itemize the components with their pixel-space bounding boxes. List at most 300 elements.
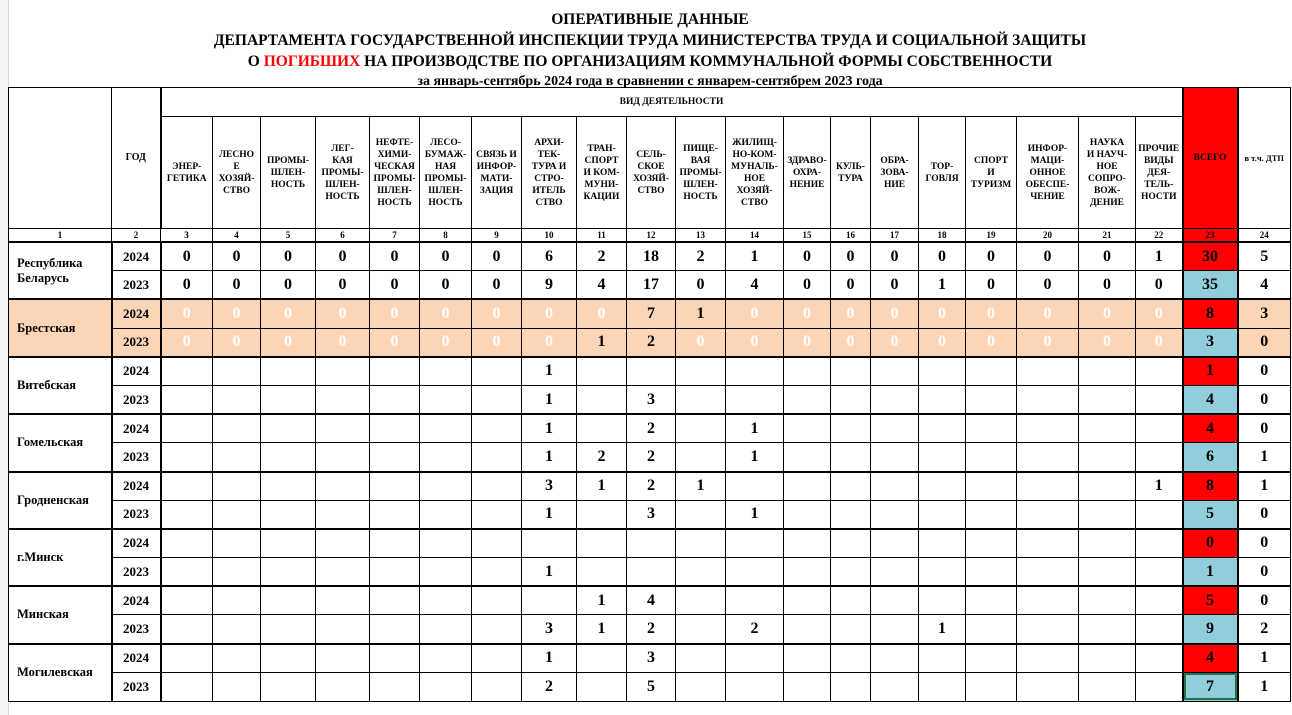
header-activity-col[interactable]: КУЛЬ- ТУРА [831,117,871,229]
data-cell[interactable] [472,500,522,529]
header-activity-col[interactable]: СВЯЗЬ И ИНФОР- МАТИ- ЗАЦИЯ [472,117,522,229]
data-cell[interactable]: 3 [522,615,577,644]
data-cell[interactable]: 0 [370,328,420,357]
data-cell[interactable]: 0 [871,271,919,300]
year-cell[interactable]: 2024 [112,357,161,386]
data-cell[interactable] [831,644,871,673]
column-number[interactable]: 13 [676,229,726,243]
data-cell[interactable] [919,586,966,615]
data-cell[interactable] [627,558,676,587]
data-cell[interactable] [871,414,919,443]
data-cell[interactable] [370,357,420,386]
data-cell[interactable] [261,385,316,414]
data-cell[interactable]: 0 [831,242,871,271]
data-cell[interactable] [577,357,627,386]
data-cell[interactable] [370,529,420,558]
data-cell[interactable] [1079,414,1136,443]
data-cell[interactable]: 0 [316,328,370,357]
data-cell[interactable] [577,644,627,673]
data-cell[interactable]: 1 [1136,472,1183,501]
year-cell[interactable]: 2024 [112,644,161,673]
data-cell[interactable] [919,472,966,501]
data-cell[interactable] [316,615,370,644]
data-cell[interactable]: 0 [1017,299,1079,328]
data-cell[interactable] [784,357,831,386]
data-cell[interactable]: 0 [784,271,831,300]
data-cell[interactable] [213,644,261,673]
data-cell[interactable] [472,472,522,501]
column-number[interactable]: 11 [577,229,627,243]
data-cell[interactable]: 1 [726,443,784,472]
dtp-cell[interactable]: 1 [1238,472,1291,501]
data-cell[interactable]: 0 [1079,328,1136,357]
header-activity-col[interactable]: ЭНЕР- ГЕТИКА [161,117,213,229]
data-cell[interactable] [1136,414,1183,443]
data-cell[interactable]: 0 [472,328,522,357]
data-cell[interactable] [261,672,316,701]
data-cell[interactable] [784,385,831,414]
data-cell[interactable] [1136,558,1183,587]
data-cell[interactable] [261,558,316,587]
data-cell[interactable] [1079,443,1136,472]
total-cell[interactable]: 1 [1183,357,1238,386]
region-name[interactable]: Витебская [9,357,112,414]
data-cell[interactable] [1079,644,1136,673]
data-cell[interactable]: 0 [784,299,831,328]
header-activity-col[interactable]: ПИЩЕ- ВАЯ ПРОМЫ- ШЛЕН- НОСТЬ [676,117,726,229]
header-activity-col[interactable]: ПРОЧИЕ ВИДЫ ДЕЯ- ТЕЛЬ- НОСТИ [1136,117,1183,229]
data-cell[interactable] [831,414,871,443]
data-cell[interactable] [316,472,370,501]
data-cell[interactable]: 9 [522,271,577,300]
data-cell[interactable] [1017,385,1079,414]
column-number[interactable]: 16 [831,229,871,243]
total-cell[interactable]: 7 [1183,672,1238,701]
data-cell[interactable] [161,443,213,472]
data-cell[interactable]: 0 [1017,242,1079,271]
data-cell[interactable] [1017,586,1079,615]
data-cell[interactable] [871,672,919,701]
data-cell[interactable]: 0 [831,299,871,328]
data-cell[interactable] [966,615,1017,644]
dtp-cell[interactable]: 4 [1238,271,1291,300]
data-cell[interactable] [831,615,871,644]
data-cell[interactable] [831,443,871,472]
data-cell[interactable] [1017,500,1079,529]
data-cell[interactable] [831,529,871,558]
data-cell[interactable] [472,586,522,615]
header-activity-col[interactable]: ТОР- ГОВЛЯ [919,117,966,229]
data-cell[interactable]: 0 [966,271,1017,300]
header-activity-col[interactable]: ЛЕСНО Е ХОЗЯЙ- СТВО [213,117,261,229]
data-cell[interactable]: 5 [627,672,676,701]
year-cell[interactable]: 2023 [112,385,161,414]
data-cell[interactable] [676,558,726,587]
data-cell[interactable]: 2 [726,615,784,644]
dtp-cell[interactable]: 1 [1238,443,1291,472]
data-cell[interactable] [161,672,213,701]
data-cell[interactable] [871,529,919,558]
data-cell[interactable] [261,357,316,386]
data-cell[interactable] [420,414,472,443]
data-cell[interactable] [831,672,871,701]
column-number[interactable]: 24 [1238,229,1291,243]
total-cell[interactable]: 9 [1183,615,1238,644]
data-cell[interactable] [261,414,316,443]
data-cell[interactable] [676,672,726,701]
total-cell[interactable]: 30 [1183,242,1238,271]
header-activity-col[interactable]: АРХИ- ТЕК- ТУРА И СТРО- ИТЕЛЬ СТВО [522,117,577,229]
total-cell[interactable]: 5 [1183,500,1238,529]
data-cell[interactable] [577,500,627,529]
data-cell[interactable] [161,586,213,615]
data-cell[interactable]: 1 [726,414,784,443]
data-cell[interactable] [831,500,871,529]
data-cell[interactable]: 0 [919,299,966,328]
data-cell[interactable] [316,672,370,701]
data-cell[interactable] [1079,529,1136,558]
data-cell[interactable] [420,672,472,701]
data-cell[interactable]: 0 [522,299,577,328]
column-number[interactable]: 2 [112,229,161,243]
data-cell[interactable] [1017,357,1079,386]
data-cell[interactable] [676,615,726,644]
data-cell[interactable] [919,414,966,443]
column-number[interactable]: 14 [726,229,784,243]
data-cell[interactable]: 0 [966,328,1017,357]
data-cell[interactable] [213,472,261,501]
data-cell[interactable] [919,385,966,414]
data-cell[interactable]: 4 [627,586,676,615]
total-cell[interactable]: 4 [1183,414,1238,443]
data-cell[interactable]: 0 [316,299,370,328]
data-cell[interactable]: 0 [1017,328,1079,357]
data-cell[interactable]: 0 [831,271,871,300]
data-cell[interactable] [420,357,472,386]
data-cell[interactable]: 0 [726,299,784,328]
data-cell[interactable] [261,472,316,501]
total-cell[interactable]: 0 [1183,529,1238,558]
data-cell[interactable] [1079,672,1136,701]
data-cell[interactable] [1017,615,1079,644]
data-cell[interactable] [472,414,522,443]
data-cell[interactable]: 1 [919,615,966,644]
data-cell[interactable] [784,586,831,615]
dtp-cell[interactable]: 3 [1238,299,1291,328]
header-total[interactable]: ВСЕГО [1183,88,1238,229]
data-cell[interactable] [1017,472,1079,501]
data-cell[interactable] [1017,414,1079,443]
total-cell[interactable]: 8 [1183,472,1238,501]
data-cell[interactable]: 0 [1079,271,1136,300]
data-cell[interactable] [213,615,261,644]
data-cell[interactable] [161,644,213,673]
data-cell[interactable] [261,500,316,529]
data-cell[interactable] [919,443,966,472]
data-cell[interactable] [316,357,370,386]
data-cell[interactable] [161,472,213,501]
data-cell[interactable]: 1 [577,615,627,644]
data-cell[interactable] [919,672,966,701]
data-cell[interactable] [522,529,577,558]
data-cell[interactable]: 0 [370,299,420,328]
region-name[interactable]: Гродненская [9,472,112,529]
data-cell[interactable] [1079,357,1136,386]
data-cell[interactable]: 2 [627,472,676,501]
column-number[interactable]: 9 [472,229,522,243]
data-cell[interactable] [213,586,261,615]
data-cell[interactable]: 1 [522,385,577,414]
data-cell[interactable] [577,529,627,558]
column-number[interactable]: 15 [784,229,831,243]
data-cell[interactable] [726,385,784,414]
data-cell[interactable] [726,558,784,587]
data-cell[interactable]: 0 [966,299,1017,328]
dtp-cell[interactable]: 0 [1238,328,1291,357]
dtp-cell[interactable]: 0 [1238,586,1291,615]
data-cell[interactable]: 0 [420,299,472,328]
header-activity-col[interactable]: НАУКА И НАУЧ- НОЕ СОПРО- ВОЖ- ДЕНИЕ [1079,117,1136,229]
data-cell[interactable]: 0 [1079,299,1136,328]
data-cell[interactable]: 0 [676,328,726,357]
header-year[interactable]: ГОД [112,88,161,229]
year-cell[interactable]: 2023 [112,271,161,300]
data-cell[interactable]: 18 [627,242,676,271]
data-cell[interactable]: 4 [726,271,784,300]
header-activity-col[interactable]: СЕЛЬ- СКОЕ ХОЗЯЙ- СТВО [627,117,676,229]
data-cell[interactable] [871,385,919,414]
data-cell[interactable]: 2 [676,242,726,271]
data-cell[interactable] [1136,500,1183,529]
dtp-cell[interactable]: 0 [1238,558,1291,587]
data-cell[interactable]: 2 [577,242,627,271]
data-cell[interactable] [1017,558,1079,587]
year-cell[interactable]: 2023 [112,558,161,587]
data-cell[interactable]: 1 [919,271,966,300]
data-cell[interactable]: 0 [472,271,522,300]
data-cell[interactable] [726,357,784,386]
column-number[interactable]: 17 [871,229,919,243]
total-cell[interactable]: 5 [1183,586,1238,615]
data-cell[interactable] [919,558,966,587]
data-cell[interactable]: 3 [627,385,676,414]
data-cell[interactable]: 2 [627,443,676,472]
data-cell[interactable] [370,385,420,414]
data-cell[interactable]: 0 [420,271,472,300]
column-number[interactable]: 10 [522,229,577,243]
data-cell[interactable] [370,644,420,673]
region-name[interactable]: Гомельская [9,414,112,471]
column-number[interactable]: 1 [9,229,112,243]
data-cell[interactable] [1079,586,1136,615]
data-cell[interactable] [472,558,522,587]
data-cell[interactable]: 0 [370,242,420,271]
data-cell[interactable] [966,500,1017,529]
data-cell[interactable] [161,558,213,587]
header-activity-col[interactable]: ЗДРАВО- ОХРА- НЕНИЕ [784,117,831,229]
data-cell[interactable] [726,529,784,558]
data-cell[interactable] [784,414,831,443]
data-cell[interactable] [627,357,676,386]
data-cell[interactable] [472,644,522,673]
year-cell[interactable]: 2023 [112,500,161,529]
data-cell[interactable] [370,558,420,587]
data-cell[interactable]: 2 [627,328,676,357]
data-cell[interactable]: 0 [676,271,726,300]
data-cell[interactable] [213,414,261,443]
region-name[interactable]: Минская [9,586,112,643]
total-cell[interactable]: 1 [1183,558,1238,587]
data-cell[interactable] [213,529,261,558]
data-cell[interactable]: 0 [1136,271,1183,300]
data-cell[interactable]: 0 [213,242,261,271]
data-cell[interactable] [966,586,1017,615]
data-cell[interactable] [420,472,472,501]
data-cell[interactable] [261,586,316,615]
data-cell[interactable]: 1 [577,586,627,615]
data-cell[interactable]: 1 [577,472,627,501]
data-cell[interactable] [784,615,831,644]
data-cell[interactable] [726,586,784,615]
data-cell[interactable]: 0 [472,299,522,328]
year-cell[interactable]: 2024 [112,242,161,271]
data-cell[interactable]: 0 [316,271,370,300]
data-cell[interactable] [316,586,370,615]
data-cell[interactable] [919,644,966,673]
header-activity-col[interactable]: ЛЕГ- КАЯ ПРОМЫ- ШЛЕН- НОСТЬ [316,117,370,229]
data-cell[interactable]: 0 [316,242,370,271]
data-cell[interactable] [919,357,966,386]
data-cell[interactable] [676,443,726,472]
data-cell[interactable] [472,672,522,701]
data-cell[interactable] [966,414,1017,443]
data-cell[interactable]: 1 [577,328,627,357]
data-cell[interactable] [1136,586,1183,615]
data-cell[interactable]: 0 [161,299,213,328]
data-cell[interactable]: 0 [1136,328,1183,357]
column-number[interactable]: 5 [261,229,316,243]
data-cell[interactable] [370,443,420,472]
data-cell[interactable] [213,443,261,472]
data-cell[interactable] [1079,615,1136,644]
data-cell[interactable]: 1 [1136,242,1183,271]
year-cell[interactable]: 2024 [112,299,161,328]
data-cell[interactable]: 0 [831,328,871,357]
data-cell[interactable] [1136,644,1183,673]
total-cell[interactable]: 6 [1183,443,1238,472]
data-cell[interactable] [784,472,831,501]
data-cell[interactable] [161,414,213,443]
data-cell[interactable]: 17 [627,271,676,300]
data-cell[interactable] [420,558,472,587]
data-cell[interactable]: 2 [522,672,577,701]
column-number[interactable]: 23 [1183,229,1238,243]
data-cell[interactable] [676,586,726,615]
data-cell[interactable] [577,414,627,443]
data-cell[interactable] [676,644,726,673]
data-cell[interactable] [871,472,919,501]
data-cell[interactable]: 0 [871,299,919,328]
column-number[interactable]: 22 [1136,229,1183,243]
data-cell[interactable]: 0 [161,242,213,271]
data-cell[interactable] [316,414,370,443]
data-cell[interactable] [1136,615,1183,644]
column-number[interactable]: 4 [213,229,261,243]
header-dtp[interactable]: в т.ч. ДТП [1238,88,1291,229]
dtp-cell[interactable]: 1 [1238,672,1291,701]
data-cell[interactable] [726,672,784,701]
data-cell[interactable] [831,385,871,414]
region-name[interactable]: Могилевская [9,644,112,701]
data-cell[interactable] [919,529,966,558]
region-name[interactable]: Брестская [9,299,112,356]
data-cell[interactable]: 0 [213,299,261,328]
column-number[interactable]: 3 [161,229,213,243]
data-cell[interactable] [1136,357,1183,386]
data-cell[interactable] [871,586,919,615]
data-cell[interactable] [831,357,871,386]
header-activity-col[interactable]: ОБРА- ЗОВА- НИЕ [871,117,919,229]
data-cell[interactable] [370,672,420,701]
dtp-cell[interactable]: 0 [1238,529,1291,558]
year-cell[interactable]: 2024 [112,414,161,443]
data-cell[interactable] [726,472,784,501]
data-cell[interactable]: 0 [420,328,472,357]
data-cell[interactable] [420,385,472,414]
data-cell[interactable] [871,615,919,644]
data-cell[interactable] [871,500,919,529]
dtp-cell[interactable]: 0 [1238,357,1291,386]
data-cell[interactable]: 1 [522,500,577,529]
region-name[interactable]: Республика Беларусь [9,242,112,299]
data-cell[interactable] [261,644,316,673]
header-activity-col[interactable]: ЛЕСО- БУМАЖ- НАЯ ПРОМЫ- ШЛЕН- НОСТЬ [420,117,472,229]
region-name[interactable]: г.Минск [9,529,112,586]
year-cell[interactable]: 2023 [112,443,161,472]
column-number[interactable]: 18 [919,229,966,243]
data-cell[interactable]: 0 [577,299,627,328]
data-cell[interactable] [316,529,370,558]
data-cell[interactable]: 0 [919,242,966,271]
data-cell[interactable]: 1 [522,414,577,443]
year-cell[interactable]: 2023 [112,672,161,701]
dtp-cell[interactable]: 2 [1238,615,1291,644]
year-cell[interactable]: 2024 [112,529,161,558]
year-cell[interactable]: 2024 [112,472,161,501]
header-activity[interactable]: ВИД ДЕЯТЕЛЬНОСТИ [161,88,1183,117]
data-cell[interactable] [161,385,213,414]
data-cell[interactable]: 0 [261,328,316,357]
data-cell[interactable] [831,586,871,615]
data-cell[interactable] [1136,672,1183,701]
data-cell[interactable]: 0 [213,328,261,357]
data-cell[interactable] [161,500,213,529]
data-cell[interactable] [472,357,522,386]
column-number[interactable]: 6 [316,229,370,243]
data-cell[interactable]: 0 [420,242,472,271]
data-cell[interactable] [831,558,871,587]
data-cell[interactable] [676,414,726,443]
header-activity-col[interactable]: ТРАН- СПОРТ И КОМ- МУНИ- КАЦИИ [577,117,627,229]
data-cell[interactable] [1017,672,1079,701]
data-cell[interactable]: 0 [726,328,784,357]
dtp-cell[interactable]: 0 [1238,500,1291,529]
data-cell[interactable] [261,615,316,644]
total-cell[interactable]: 3 [1183,328,1238,357]
data-cell[interactable] [1017,443,1079,472]
data-cell[interactable] [472,615,522,644]
data-cell[interactable] [966,443,1017,472]
